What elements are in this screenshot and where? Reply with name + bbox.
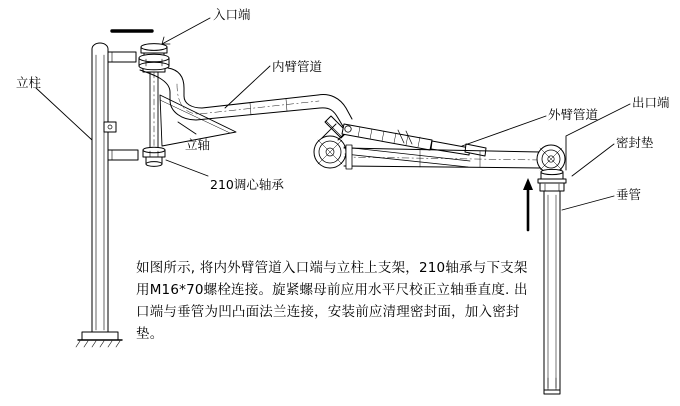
flow-arrow-up [523, 178, 533, 230]
label-outer-arm-pipe: 外臂管道 [548, 107, 599, 122]
label-seal-gasket: 密封垫 [616, 135, 654, 150]
label-column: 立柱 [16, 75, 42, 90]
balance-cylinder [342, 124, 486, 156]
label-drop-pipe: 垂管 [616, 187, 642, 202]
inlet-flange-assembly [139, 44, 169, 72]
label-outlet: 出口端 [632, 95, 670, 110]
label-bearing-210: 210调心轴承 [210, 177, 284, 192]
label-inner-arm-pipe: 内臂管道 [272, 59, 323, 74]
label-vertical-shaft: 立轴 [185, 137, 211, 152]
bearing-210-assembly [143, 147, 165, 166]
installation-note: 如图所示, 将内外臂管道入口端与立柱上支架，210轴承与下支架用M16*70螺栓连接。旋紧螺母前应用水平尺校正立轴垂直度. 出口端与垂管为凹凸面法兰连接，安装前应清理密封面，加入密封垫。 [136, 260, 528, 342]
drop-pipe [544, 191, 560, 394]
vertical-shaft [150, 72, 158, 150]
outlet-flange-assembly [538, 169, 566, 191]
label-inlet: 入口端 [213, 7, 251, 22]
